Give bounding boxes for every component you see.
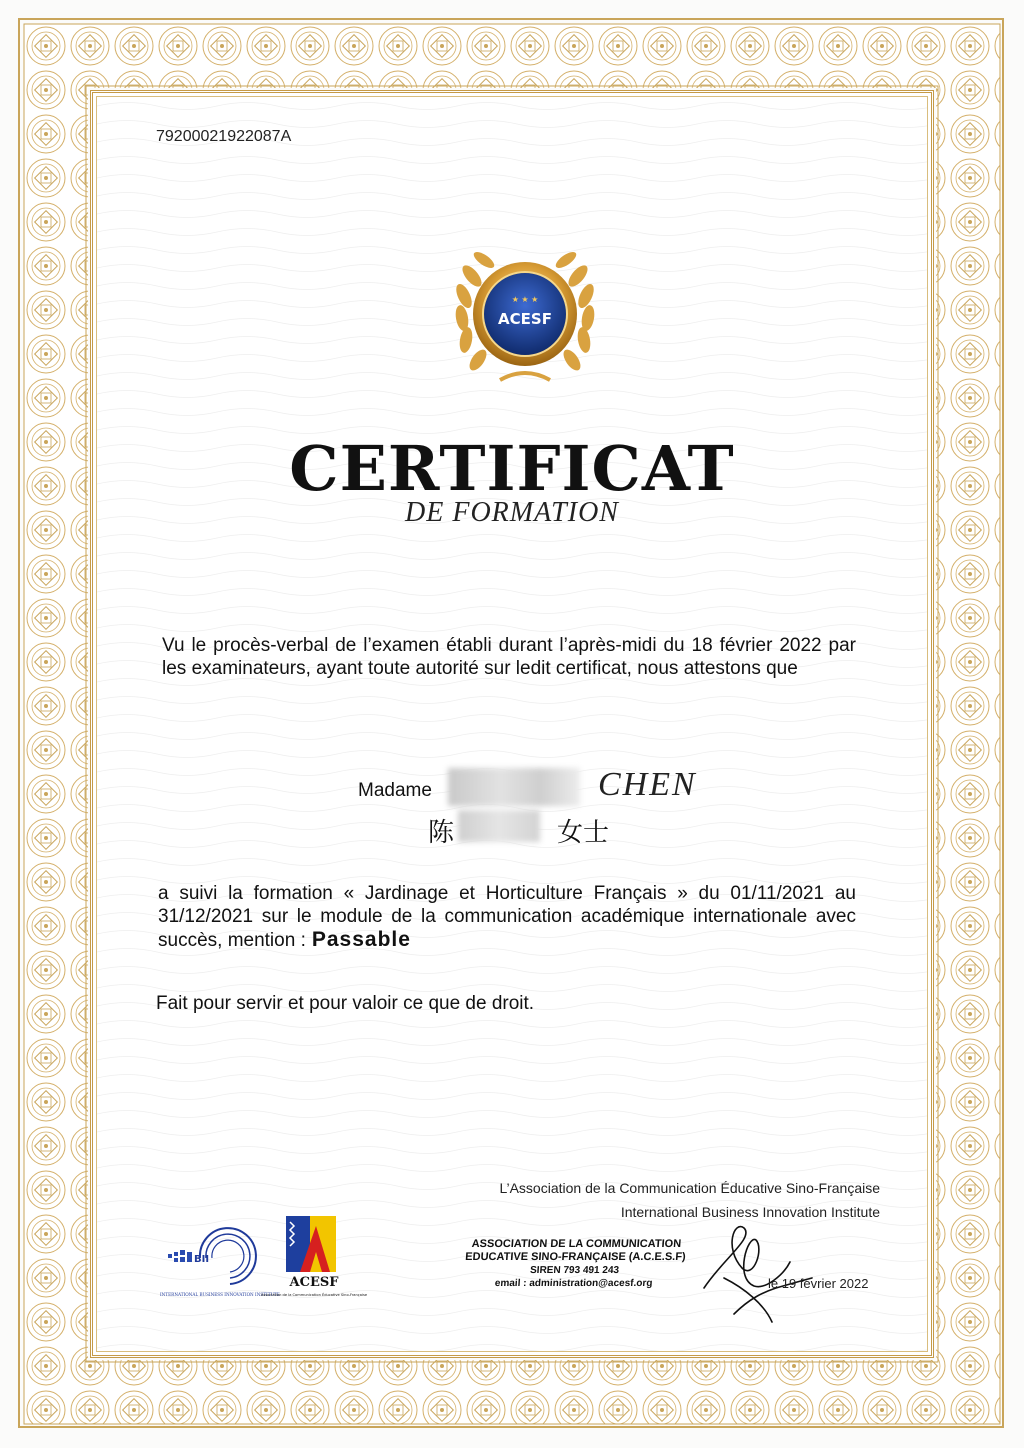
ibii-logo [160, 1210, 280, 1300]
mention-value: Passable [311, 928, 411, 951]
svg-text:BII: BII [194, 1254, 210, 1265]
completion-text: a suivi la formation « Jardinage et Horticulture Français » du 01/11/2021 au 31/12/2021 sur le module de la communication académique internationale avec succès, mention : [158, 883, 856, 951]
svg-text:★ ★ ★: ★ ★ ★ [511, 295, 539, 304]
certificate-subtitle: DE FORMATION [405, 497, 619, 528]
stamp-line-4: email : administration@acesf.org [494, 1278, 653, 1289]
association-name-fr: L’Association de la Communication Éducative Sino-Française [499, 1180, 880, 1196]
stamp-line-1: ASSOCIATION DE LA COMMUNICATION [471, 1238, 682, 1250]
signature-date: le 19 février 2022 [768, 1276, 869, 1291]
association-name-en: International Business Innovation Institute [620, 1204, 880, 1220]
chinese-title: 女士 [557, 817, 610, 847]
family-name-script: CHEN [598, 766, 697, 803]
association-stamp [460, 1238, 690, 1290]
acesf-logo-name: ACESF [289, 1275, 339, 1290]
closing-sentence: Fait pour servir et pour valoir ce que de droit. [156, 993, 535, 1014]
acesf-logo [260, 1212, 368, 1312]
redacted-chinese-name [458, 810, 540, 842]
completion-paragraph [158, 882, 856, 952]
intro-paragraph: Vu le procès-verbal de l’examen établi durant l’après-midi du 18 février 2022 par les examinateurs, ayant toute autorité sur ledit certificat, nous attestons que [162, 635, 856, 679]
redacted-given-name [448, 768, 580, 806]
acesf-medal-logo [440, 238, 610, 398]
honorific: Madame [358, 780, 432, 801]
chinese-surname: 陈 [428, 817, 455, 847]
stamp-line-3: SIREN 793 491 243 [529, 1265, 620, 1276]
ibii-caption: INTERNATIONAL BUSINESS INNOVATION INSTITUTE [160, 1292, 280, 1297]
handwritten-signature [694, 1218, 814, 1328]
certificate-number: 79200021922087A [156, 128, 292, 145]
acesf-logo-caption: Association de la Communication Éducative Sino-Française [260, 1293, 368, 1297]
medal-text: ACESF [498, 310, 552, 328]
stamp-line-2: EDUCATIVE SINO-FRANÇAISE (A.C.E.S.F) [464, 1251, 687, 1263]
certificate-title: CERTIFICAT [289, 432, 735, 505]
